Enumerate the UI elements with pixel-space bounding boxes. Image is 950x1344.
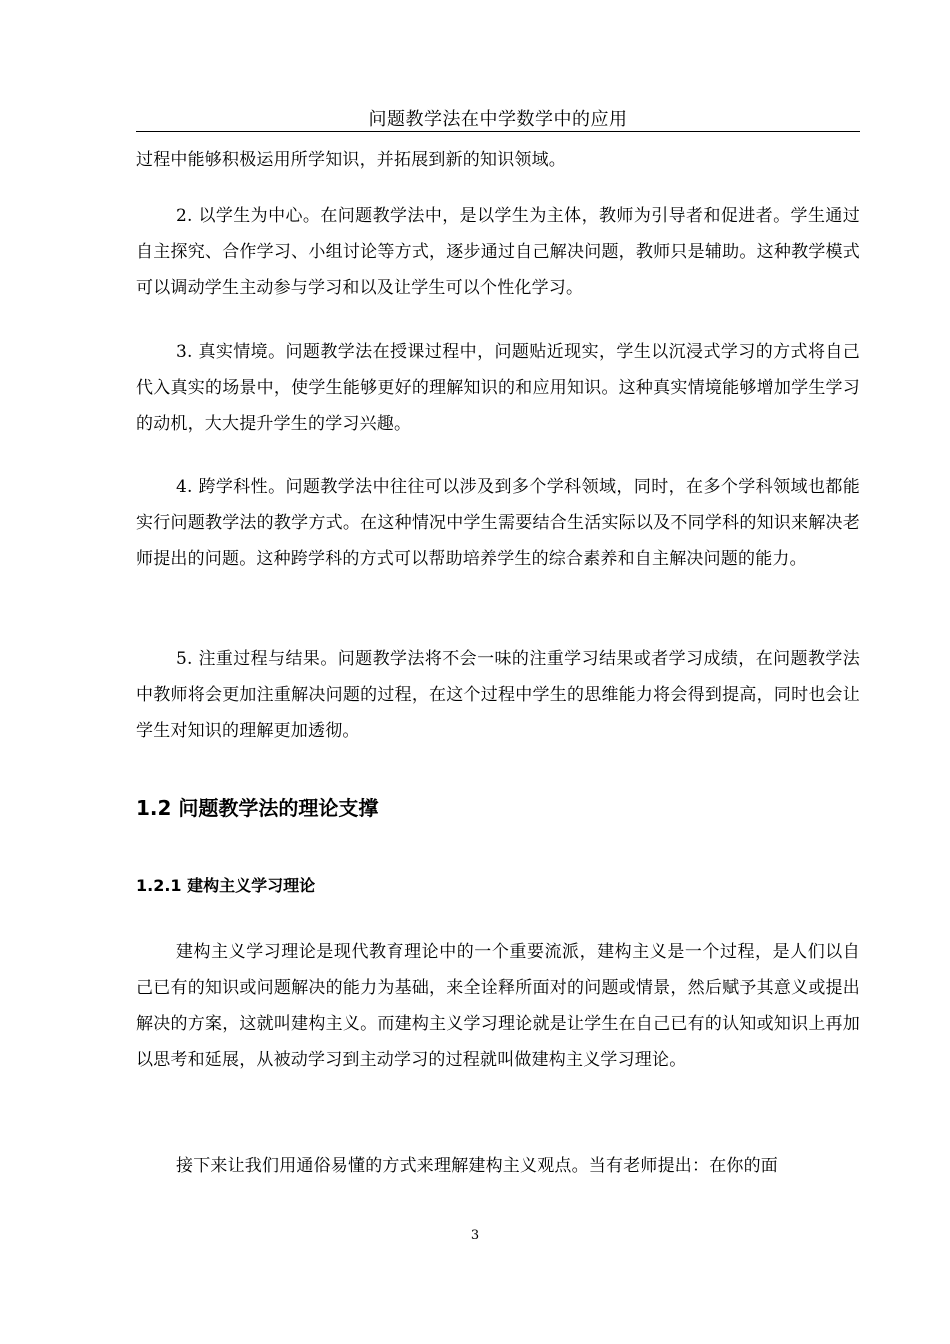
- paragraph-example: 接下来让我们用通俗易懂的方式来理解建构主义观点。当有老师提出：在你的面: [176, 1156, 778, 1176]
- paragraph-item-3: 3. 真实情境。问题教学法在授课过程中，问题贴近现实，学生以沉浸式学习的方式将自己代入真实的场景中，使学生能够更好的理解知识的和应用知识。这种真实情境能够增加学生学习的动机，大大提升学生的学习兴趣。: [136, 342, 860, 434]
- section-heading: 1.2 问题教学法的理论支撑: [136, 796, 379, 820]
- header-rule: [136, 131, 860, 132]
- paragraph-item-2: 2. 以学生为中心。在问题教学法中，是以学生为主体，教师为引导者和促进者。学生通过自主探究、合作学习、小组讨论等方式，逐步通过自己解决问题，教师只是辅助。这种教学模式可以调动学生主动参与学习和以及让学生可以个性化学习。: [136, 206, 860, 298]
- page-number: 3: [470, 1228, 480, 1243]
- running-header: 问题教学法在中学数学中的应用: [368, 109, 628, 130]
- paragraph-item-4: 4. 跨学科性。问题教学法中往往可以涉及到多个学科领域，同时，在多个学科领域也都能实行问题教学法的教学方式。在这种情况中学生需要结合生活实际以及不同学科的知识来解决老师提出的问题。这种跨学科的方式可以帮助培养学生的综合素养和自主解决问题的能力。: [136, 477, 860, 569]
- paragraph-continuation: 过程中能够积极运用所学知识，并拓展到新的知识领域。: [136, 150, 566, 170]
- paragraph-constructivism: 建构主义学习理论是现代教育理论中的一个重要流派，建构主义是一个过程，是人们以自己已有的知识或问题解决的能力为基础，来全诠释所面对的问题或情景，然后赋予其意义或提出解决的方案，这就叫建构主义。而建构主义学习理论就是让学生在自己已有的认知或知识上再加以思考和延展，从被动学习到主动学习的过程就叫做建构主义学习理论。: [136, 942, 860, 1070]
- subsection-heading: 1.2.1 建构主义学习理论: [136, 876, 316, 895]
- paragraph-item-5: 5. 注重过程与结果。问题教学法将不会一味的注重学习结果或者学习成绩，在问题教学法中教师将会更加注重解决问题的过程，在这个过程中学生的思维能力将会得到提高，同时也会让学生对知识的理解更加透彻。: [136, 649, 860, 741]
